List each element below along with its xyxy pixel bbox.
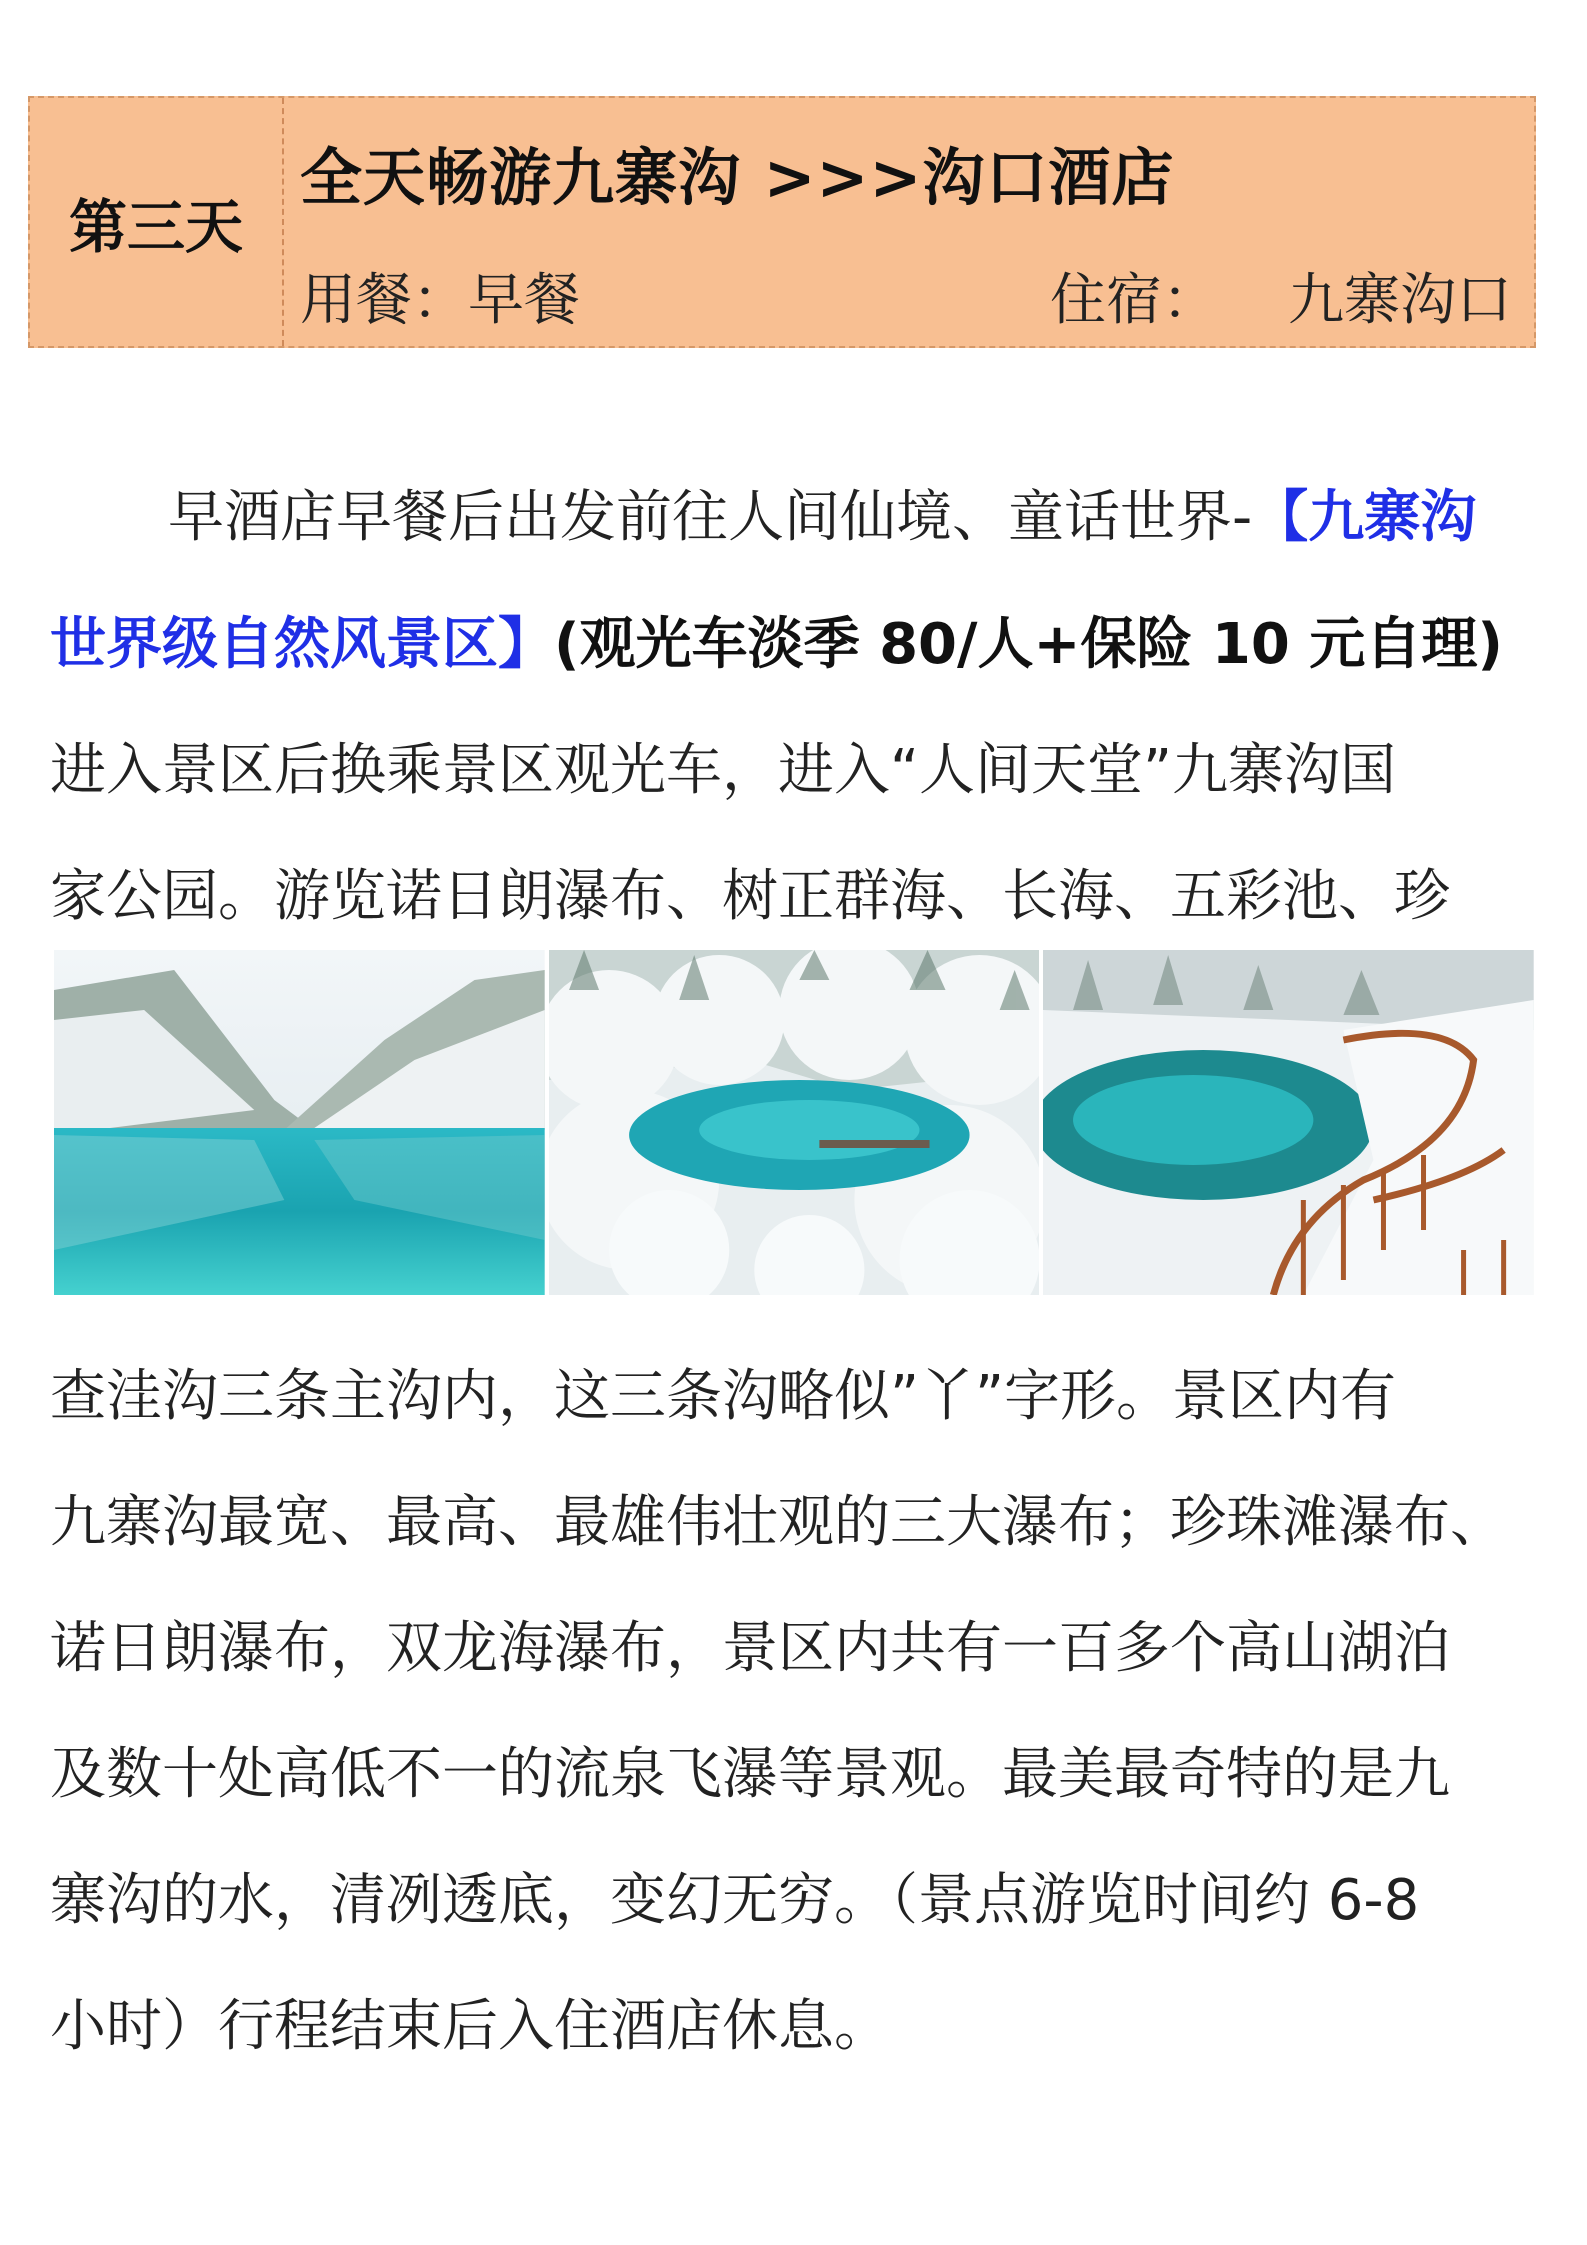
- para-text: 早酒店早餐后出发前往人间仙境、童话世界-: [168, 485, 1253, 550]
- snowy-boardwalk-lake-photo: [1043, 950, 1534, 1295]
- para-line-7: 诺日朗瀑布，双龙海瀑布，景区内共有一百多个高山湖泊: [50, 1616, 1450, 1681]
- para-line-1: [168, 483, 1587, 553]
- para-line-6: 九寨沟最宽、最高、最雄伟壮观的三大瀑布；珍珠滩瀑布、: [50, 1490, 1506, 1555]
- snowy-valley-lake-photo: [54, 950, 545, 1295]
- para-line-8: 及数十处高低不一的流泉飞瀑等景观。最美最奇特的是九: [50, 1742, 1450, 1807]
- fee-note: (观光车淡季 80/人+保险 10 元自理): [554, 612, 1503, 677]
- meal-info: 用餐：早餐: [300, 268, 580, 333]
- para-line-9: 寨沟的水，清冽透底，变幻无穷。（景点游览时间约 6-8: [50, 1868, 1420, 1933]
- scenic-area-name-cont: 世界级自然风景区】: [50, 612, 554, 677]
- para-line-10: 小时）行程结束后入住酒店休息。: [50, 1994, 890, 2059]
- para-line-4: 家公园。游览诺日朗瀑布、树正群海、长海、五彩池、珍: [50, 864, 1450, 929]
- para-line-5: 查洼沟三条主沟内，这三条沟略似”丫”字形。景区内有: [50, 1364, 1397, 1429]
- photo-strip: [54, 950, 1534, 1295]
- para-line-3: 进入景区后换乘景区观光车，进入“人间天堂”九寨沟国: [50, 738, 1397, 803]
- day-label: 第三天: [30, 98, 284, 346]
- day-header: [28, 96, 1536, 348]
- scenic-area-name: 【九寨沟: [1252, 485, 1477, 550]
- stay-value: 九寨沟口: [1288, 268, 1512, 333]
- snowy-forest-lake-photo: [549, 950, 1040, 1295]
- route-title: 全天畅游九寨沟 >>>沟口酒店: [300, 141, 1175, 214]
- para-line-2: [50, 610, 1550, 680]
- stay-info: [1050, 256, 1512, 336]
- stay-label: 住宿：: [1050, 268, 1218, 333]
